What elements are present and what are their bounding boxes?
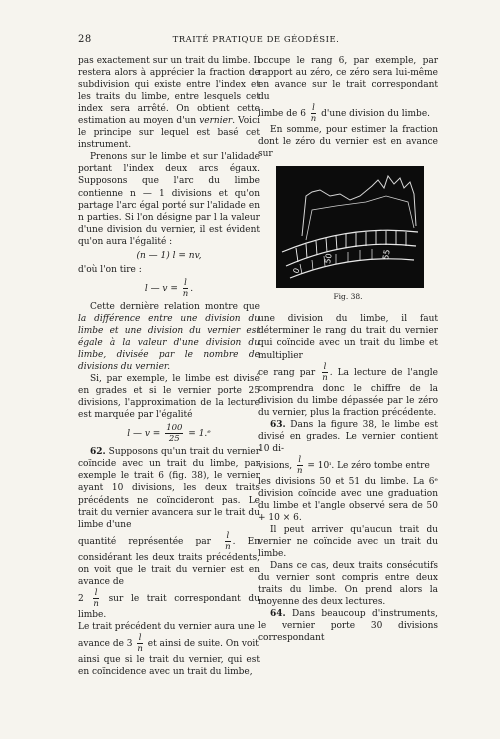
left-column <box>78 55 260 678</box>
paragraph: 62. Supposons qu'un trait du vernier coïncide avec un trait du limbe, par exemple le trait 6 (fig. 38), le vernier ayant 10 divisions, les deux traits précédents ne coïncideront pas. Le trait du vernier avancera sur le trait du limbe d'une <box>78 447 260 530</box>
paragraph: avance de 3 $\frac{l}{n}$ et ainsi de suite. On voit <box>78 632 259 654</box>
paragraph: d'où l'on tire : <box>78 264 142 275</box>
paragraph: Cette dernière relation montre que la différence entre une division du limbe et une division du vernier est égale à la valeur d'une division du limbe, divisée par le nombre de divisions du vernier. <box>78 301 260 373</box>
page-header <box>78 34 434 48</box>
figure-caption: Fig. 38. <box>333 292 363 302</box>
paragraph: ainsi que si le trait du vernier, qui est en coïncidence avec un trait du limbe, <box>78 654 260 677</box>
paragraph: quantité représentée par $\frac{l}{n}$ . En considérant les deux traits précédents, on voit que le trait du vernier est en avance de <box>78 530 260 587</box>
paragraph: Prenons sur le limbe et sur l'alidade portant l'index deux arcs égaux. Supposons que l'arc du limbe contienne n — 1 divisions et qu'on partage l'arc égal porté sur l'alidade en n parties. Si l'on désigne par l la valeur d'une division du vernier, il est évident qu'on aura l'égalité : <box>78 152 260 247</box>
paragraph: Dans ce cas, deux traits consécutifs du vernier sont compris entre deux traits du limbe. On prend alors la moyenne des deux lectures. <box>258 561 438 608</box>
paragraph: Le trait précédent du vernier aura une <box>78 621 255 632</box>
right-column <box>258 55 438 645</box>
page-number: 28 <box>78 34 92 45</box>
paragraph: visions, $\frac{l}{n}$ = 10ᶦ. Le zéro tombe entre <box>258 454 430 476</box>
equation: l — v = $\frac{100}{25}$ = 1.ᵉ <box>127 423 211 445</box>
vernier-illustration <box>276 166 424 288</box>
paragraph: 2 $\frac{l}{n}$ sur le trait correspondant du limbe. <box>78 587 260 620</box>
section-number: 62. <box>90 447 106 458</box>
paragraph: occupe le rang 6, par exemple, par rapport au zéro, ce zéro sera lui-même en avance sur le trait correspondant du <box>258 56 438 103</box>
paragraph: les divisions 50 et 51 du limbe. La 6ᵉ division coïncide avec une graduation du limbe et l'angle observé sera de 50 + 10 × 6. <box>258 476 438 523</box>
paragraph: pas exactement sur un trait du limbe. Il restera alors à apprécier la fraction de subdivision qui existe entre l'index et les traits du limbe, entre lesquels cet index sera arrêté. On obtient cette estimation au moyen d'un vernier. Voici le principe sur lequel est basé cet instrument. <box>78 56 260 151</box>
paragraph: 64. Dans beaucoup d'instruments, le vernier porte 30 divisions correspondant <box>258 609 438 644</box>
vernier-figure <box>276 166 424 288</box>
paragraph: Si, par exemple, le limbe est divisé en grades et si le vernier porte 25 divisions, l'approximation de la lecture est marquée par l'égalité <box>78 374 260 421</box>
paragraph: En somme, pour estimer la fraction dont le zéro du vernier est en avance sur <box>258 125 438 160</box>
figure-label: 0 <box>291 267 302 276</box>
paragraph: une division du limbe, il faut déterminer le rang du trait du vernier qui coïncide avec un trait du limbe et multiplier <box>258 314 438 361</box>
running-title: TRAITÉ PRATIQUE DE GÉODÉSIE. <box>172 35 340 45</box>
equation: (n — 1) l = nv, <box>136 250 202 261</box>
paragraph: limbe de 6 $\frac{l}{n}$ d'une division du limbe. <box>258 103 431 125</box>
figure-label: 50 <box>323 253 334 265</box>
paragraph: 63. Dans la figure 38, le limbe est divisé en grades. Le vernier contient 10 di- <box>258 419 438 454</box>
equation: l — v = $\frac{l}{n}$ . <box>144 277 194 299</box>
section-number: 64. <box>270 609 286 620</box>
section-number: 63. <box>270 419 286 430</box>
figure-label: 55 <box>381 249 392 261</box>
paragraph: Il peut arriver qu'aucun trait du vernier ne coïncide avec un trait du limbe. <box>258 525 438 560</box>
paragraph: ce rang par $\frac{l}{n}$ . La lecture de l'angle comprendra donc le chiffre de la division du limbe dépassée par le zéro du vernier, plus la fraction précédente. <box>258 361 438 418</box>
